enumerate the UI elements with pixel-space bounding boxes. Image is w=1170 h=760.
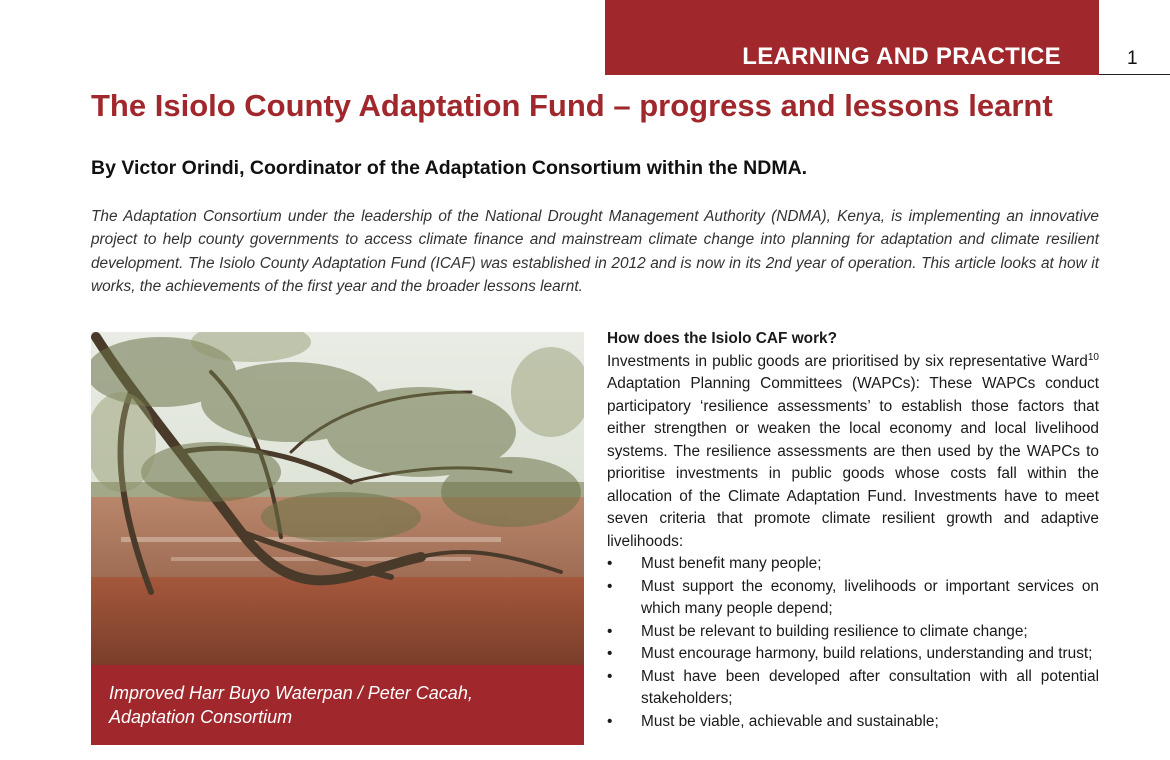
intro-paragraph: The Adaptation Consortium under the leadership of the National Drought Management Authority (NDMA), Kenya, is implementing an innovative project to help county governments to access climate finance and mainstream climate change into planning for adaptation and climate resilient development. The Isiolo County Adaptation Fund (ICAF) was established in 2012 and is now in its 2nd year of operation. This article looks at how it works, the achievements of the first year and the broader lessons learnt. bbox=[91, 208, 1099, 295]
caption-text bbox=[109, 681, 569, 729]
section-heading: How does the Isiolo CAF work? bbox=[607, 330, 838, 347]
list-item bbox=[607, 666, 1099, 711]
page-number: 1 bbox=[1127, 48, 1138, 69]
figure-caption bbox=[91, 665, 584, 745]
footnote-ref: 10 bbox=[1087, 351, 1099, 363]
waterpan-photo bbox=[91, 332, 584, 665]
para-text-end: Adaptation Planning Committees (WAPCs): These WAPCs conduct participatory ‘resilience assessments’ to establish those factors that either strengthen or weaken the local economy and local livelihood systems. The resilience assessments are then used by the WAPCs to prioritise investments in public goods whose costs fall within the allocation of the Climate Adaptation Fund. Investments have to meet seven criteria that promote climate resilient growth and adaptive livelihoods: bbox=[607, 375, 1099, 550]
body-paragraph bbox=[607, 351, 1099, 554]
byline: By Victor Orindi, Coordinator of the Adaptation Consortium within the NDMA. bbox=[91, 157, 808, 179]
list-item bbox=[607, 576, 1099, 621]
para-text-start: Investments in public goods are prioritised by six representative Ward bbox=[607, 352, 1088, 370]
bullet-icon: • bbox=[607, 645, 613, 662]
list-item-text: Must be relevant to building resilience to climate change; bbox=[641, 622, 1028, 640]
section-banner bbox=[605, 0, 1099, 75]
caption-line-2: Adaptation Consortium bbox=[109, 707, 293, 727]
list-item bbox=[607, 643, 1099, 666]
bullet-icon: • bbox=[607, 712, 613, 730]
bullet-icon: • bbox=[607, 622, 613, 640]
bullet-icon: • bbox=[607, 667, 613, 685]
bullet-icon: • bbox=[607, 577, 613, 595]
caption-line-1: Improved Harr Buyo Waterpan / Peter Cacah, bbox=[109, 683, 473, 703]
list-item-text: Must encourage harmony, build relations, understanding and trust; bbox=[641, 645, 1093, 662]
list-item-text: Must be viable, achievable and sustainable; bbox=[641, 712, 939, 730]
article-title: The Isiolo County Adaptation Fund – progress and lessons learnt bbox=[91, 88, 1053, 123]
list-item bbox=[607, 553, 1099, 576]
list-item bbox=[607, 711, 1099, 734]
list-item bbox=[607, 621, 1099, 644]
body-column bbox=[607, 328, 1099, 733]
list-item-text: Must support the economy, livelihoods or important services on which many people depend; bbox=[641, 577, 1099, 617]
list-item-text: Must have been developed after consultation with all potential stakeholders; bbox=[641, 667, 1099, 707]
criteria-list bbox=[607, 553, 1099, 733]
page-number-rule bbox=[1099, 74, 1170, 75]
list-item-text: Must benefit many people; bbox=[641, 555, 822, 572]
section-label: LEARNING AND PRACTICE bbox=[742, 43, 1061, 70]
bullet-icon: • bbox=[607, 555, 613, 572]
